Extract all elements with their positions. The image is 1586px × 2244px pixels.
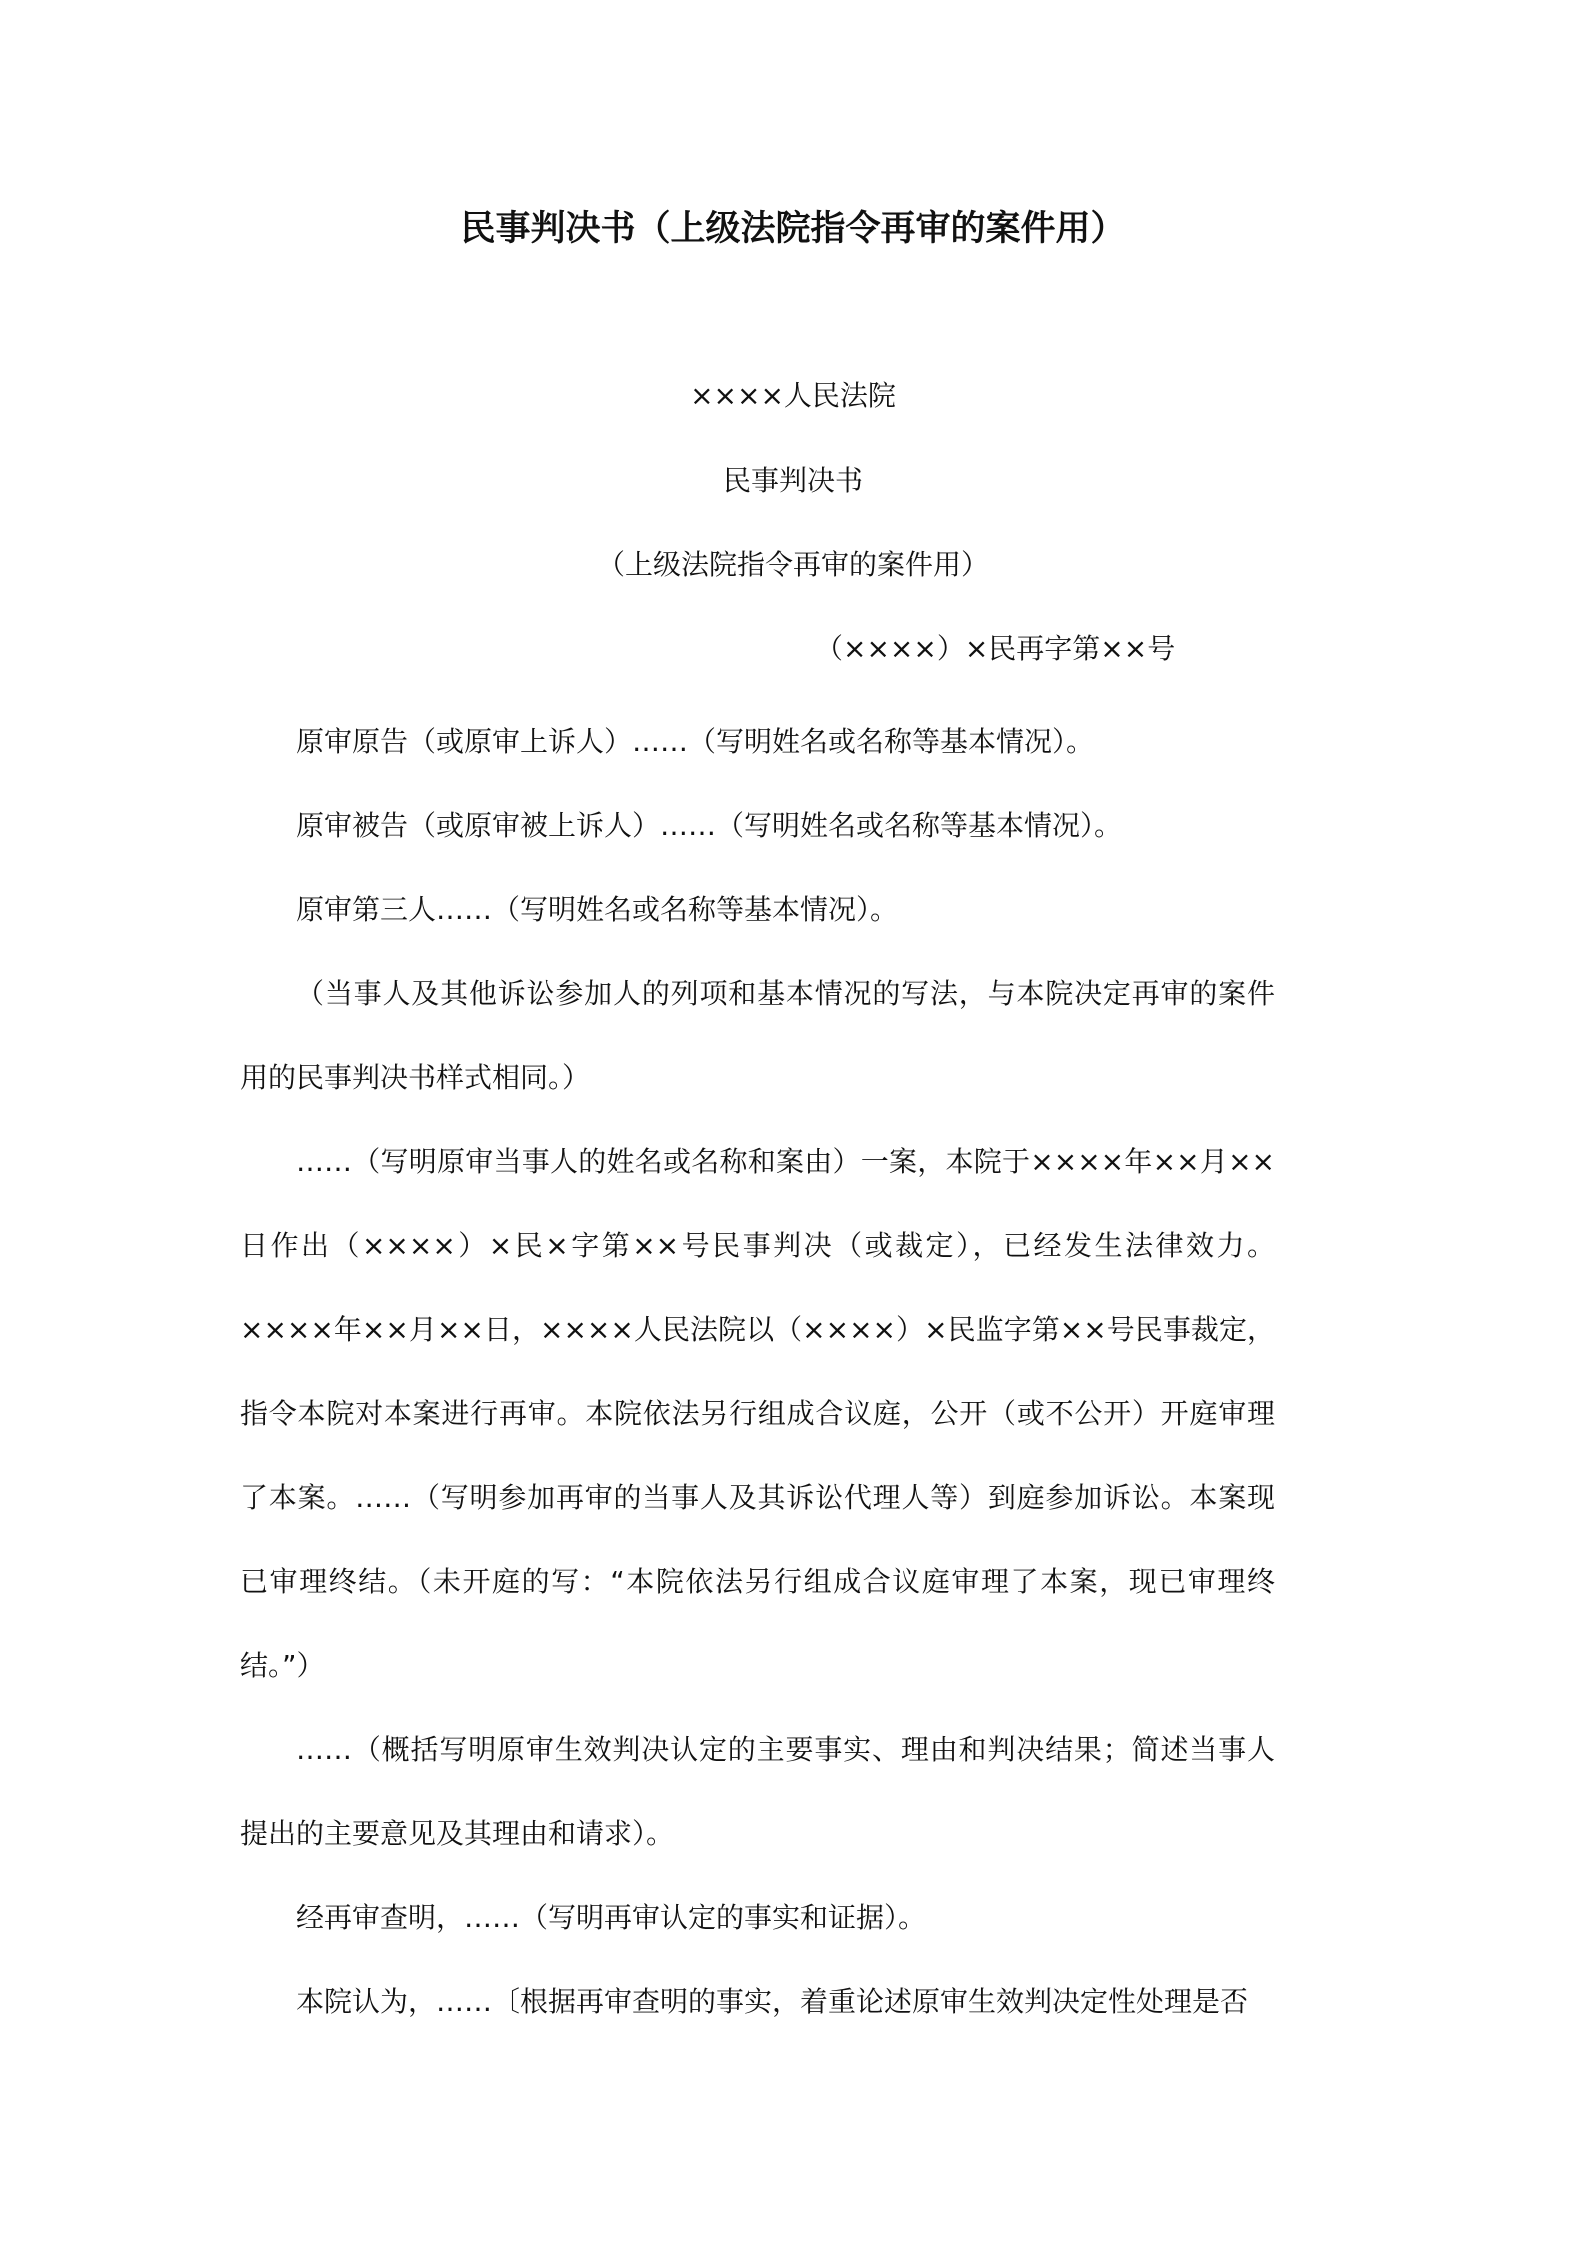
- document-title: 民事判决书（上级法院指令再审的案件用）: [460, 209, 1126, 249]
- party-original-defendant: 原审被告（或原审被上诉人）……（写明姓名或名称等基本情况）。: [296, 809, 1123, 842]
- party-original-plaintiff: 原审原告（或原审上诉人）……（写明姓名或名称等基本情况）。: [296, 725, 1095, 758]
- court-name: ××××人民法院: [690, 379, 896, 412]
- case-number: （××××）×民再字第××号: [815, 632, 1176, 665]
- usage-note: （上级法院指令再审的案件用）: [596, 548, 989, 581]
- paragraph-retrial-findings: 经再审查明，……（写明再审认定的事实和证据）。: [296, 1901, 927, 1934]
- paragraph-party-note: （当事人及其他诉讼参加人的列项和基本情况的写法，与本院决定再审的案件用的民事判决书样式相同。）: [240, 977, 1275, 1094]
- paragraph-original-judgment-summary: ……（概括写明原审生效判决认定的主要事实、理由和判决结果；简述当事人提出的主要意见及其理由和请求）。: [240, 1733, 1275, 1850]
- paragraph-case-history: ……（写明原审当事人的姓名或名称和案由）一案，本院于××××年××月××日作出（××××）×民×字第××号民事判决（或裁定），已经发生法律效力。××××年××月××日，××××人民法院以（××××）×民监字第××号民事裁定，指令本院对本案进行再审。本院依法另行组成合议庭，公开（或不公开）开庭审理了本案。……（写明参加再审的当事人及其诉讼代理人等）到庭参加诉讼。本案现已审理终结。（未开庭的写：“本院依法另行组成合议庭审理了本案，现已审理终结。”）: [240, 1145, 1275, 1682]
- paragraph-court-opinion: 本院认为，……〔根据再审查明的事实，着重论述原审生效判决定性处理是否: [296, 1985, 1249, 2018]
- party-third-party: 原审第三人……（写明姓名或名称等基本情况）。: [296, 893, 899, 926]
- document-type: 民事判决书: [722, 464, 863, 497]
- document-body: [240, 700, 1275, 2044]
